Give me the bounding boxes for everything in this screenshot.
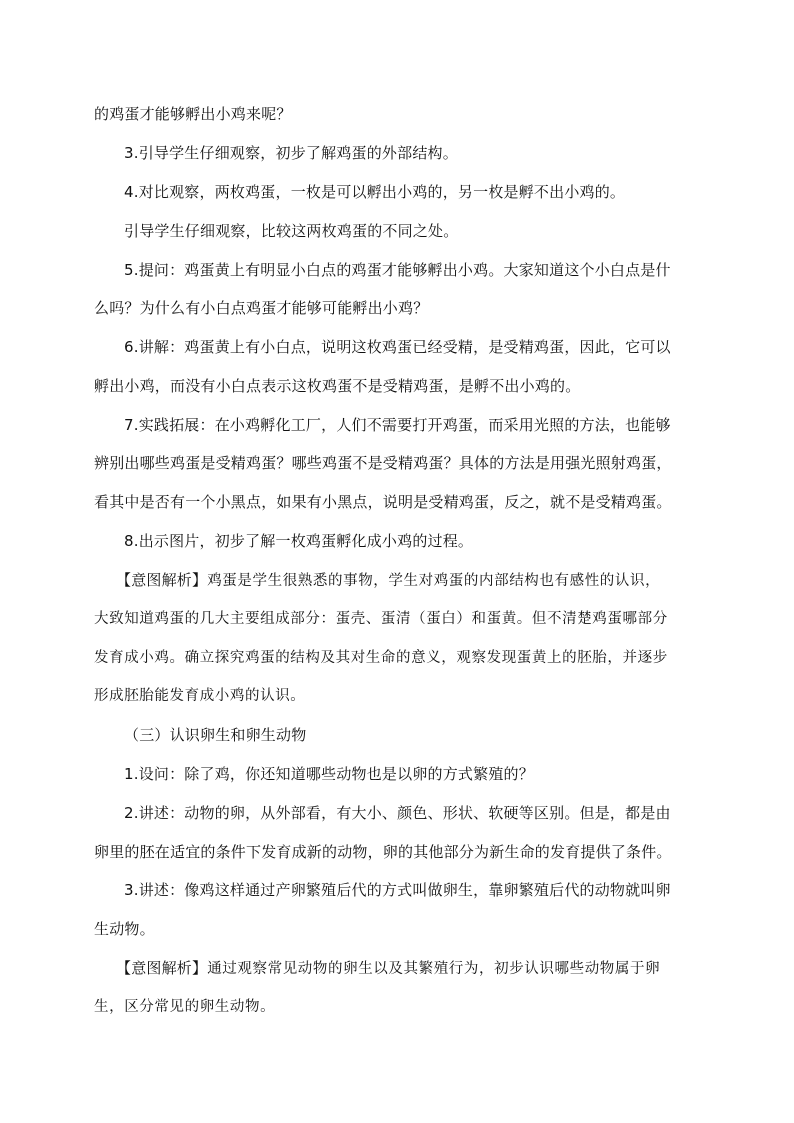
intent-analysis-text: 生，区分常见的卵生动物。 (94, 999, 276, 1015)
text-line: 5.提问：鸡蛋黄上有明显小白点的鸡蛋才能够孵出小鸡。大家知道这个小白点是什 (124, 261, 671, 279)
text-line: 看其中是否有一个小黑点，如果有小黑点，说明是受精鸡蛋，反之，就不是受精鸡蛋。 (94, 493, 672, 511)
text-line: 孵出小鸡，而没有小白点表示这枚鸡蛋不是受精鸡蛋，是孵不出小鸡的。 (94, 377, 581, 395)
intent-analysis-label: 【意图解析】 (116, 959, 208, 977)
text-line: 生动物。 (94, 920, 155, 938)
text-line: 7.实践拓展：在小鸡孵化工厂，人们不需要打开鸡蛋，而采用光照的方法，也能够 (124, 416, 671, 434)
intent-analysis-label: 【意图解析】 (116, 571, 208, 589)
text-line: 卵里的胚在适宜的条件下发育成新的动物，卵的其他部分为新生命的发育提供了条件。 (94, 843, 672, 861)
intent-analysis-text: 鸡蛋是学生很熟悉的事物，学生对鸡蛋的内部结构也有感性的认识， (207, 573, 661, 589)
text-line: 6.讲解：鸡蛋黄上有小白点，说明这枚鸡蛋已经受精，是受精鸡蛋，因此，它可以 (124, 338, 671, 356)
section-heading: （三）认识卵生和卵生动物 (124, 726, 307, 744)
intent-analysis-text: 形成胚胎能发育成小鸡的认识。 (94, 688, 306, 704)
text-line: 3.讲述：像鸡这样通过产卵繁殖后代的方式叫做卵生，靠卵繁殖后代的动物就叫卵 (124, 881, 671, 899)
text-line: 么吗？为什么有小白点鸡蛋才能够可能孵出小鸡？ (94, 299, 429, 317)
intent-analysis-paragraph (116, 570, 660, 591)
text-line: 1.设问：除了鸡，你还知道哪些动物也是以卵的方式繁殖的？ (124, 765, 534, 783)
text-line: 的鸡蛋才能够孵出小鸡来呢？ (94, 105, 292, 123)
text-line: 3.引导学生仔细观察，初步了解鸡蛋的外部结构。 (124, 144, 458, 162)
text-line: 辨别出哪些鸡蛋是受精鸡蛋？哪些鸡蛋不是受精鸡蛋？具体的方法是用强光照射鸡蛋， (94, 454, 672, 472)
intent-analysis-text: 大致知道鸡蛋的几大主要组成部分：蛋壳、蛋清（蛋白）和蛋黄。但不清楚鸡蛋哪部分 (94, 611, 668, 627)
intent-analysis-text: 通过观察常见动物的卵生以及其繁殖行为，初步认识哪些动物属于卵 (207, 961, 661, 977)
text-line: 4.对比观察，两枚鸡蛋，一枚是可以孵出小鸡的，另一枚是孵不出小鸡的。 (124, 183, 626, 201)
text-line: 引导学生仔细观察，比较这两枚鸡蛋的不同之处。 (124, 222, 459, 240)
intent-analysis-text: 发育成小鸡。确立探究鸡蛋的结构及其对生命的意义，观察发现蛋黄上的胚胎，并逐步 (94, 650, 668, 666)
text-line: 8.出示图片，初步了解一枚鸡蛋孵化成小鸡的过程。 (124, 532, 474, 550)
text-line: 2.讲述：动物的卵，从外部看，有大小、颜色、形状、软硬等区别。但是，都是由 (124, 804, 671, 822)
intent-analysis-paragraph (116, 958, 660, 979)
